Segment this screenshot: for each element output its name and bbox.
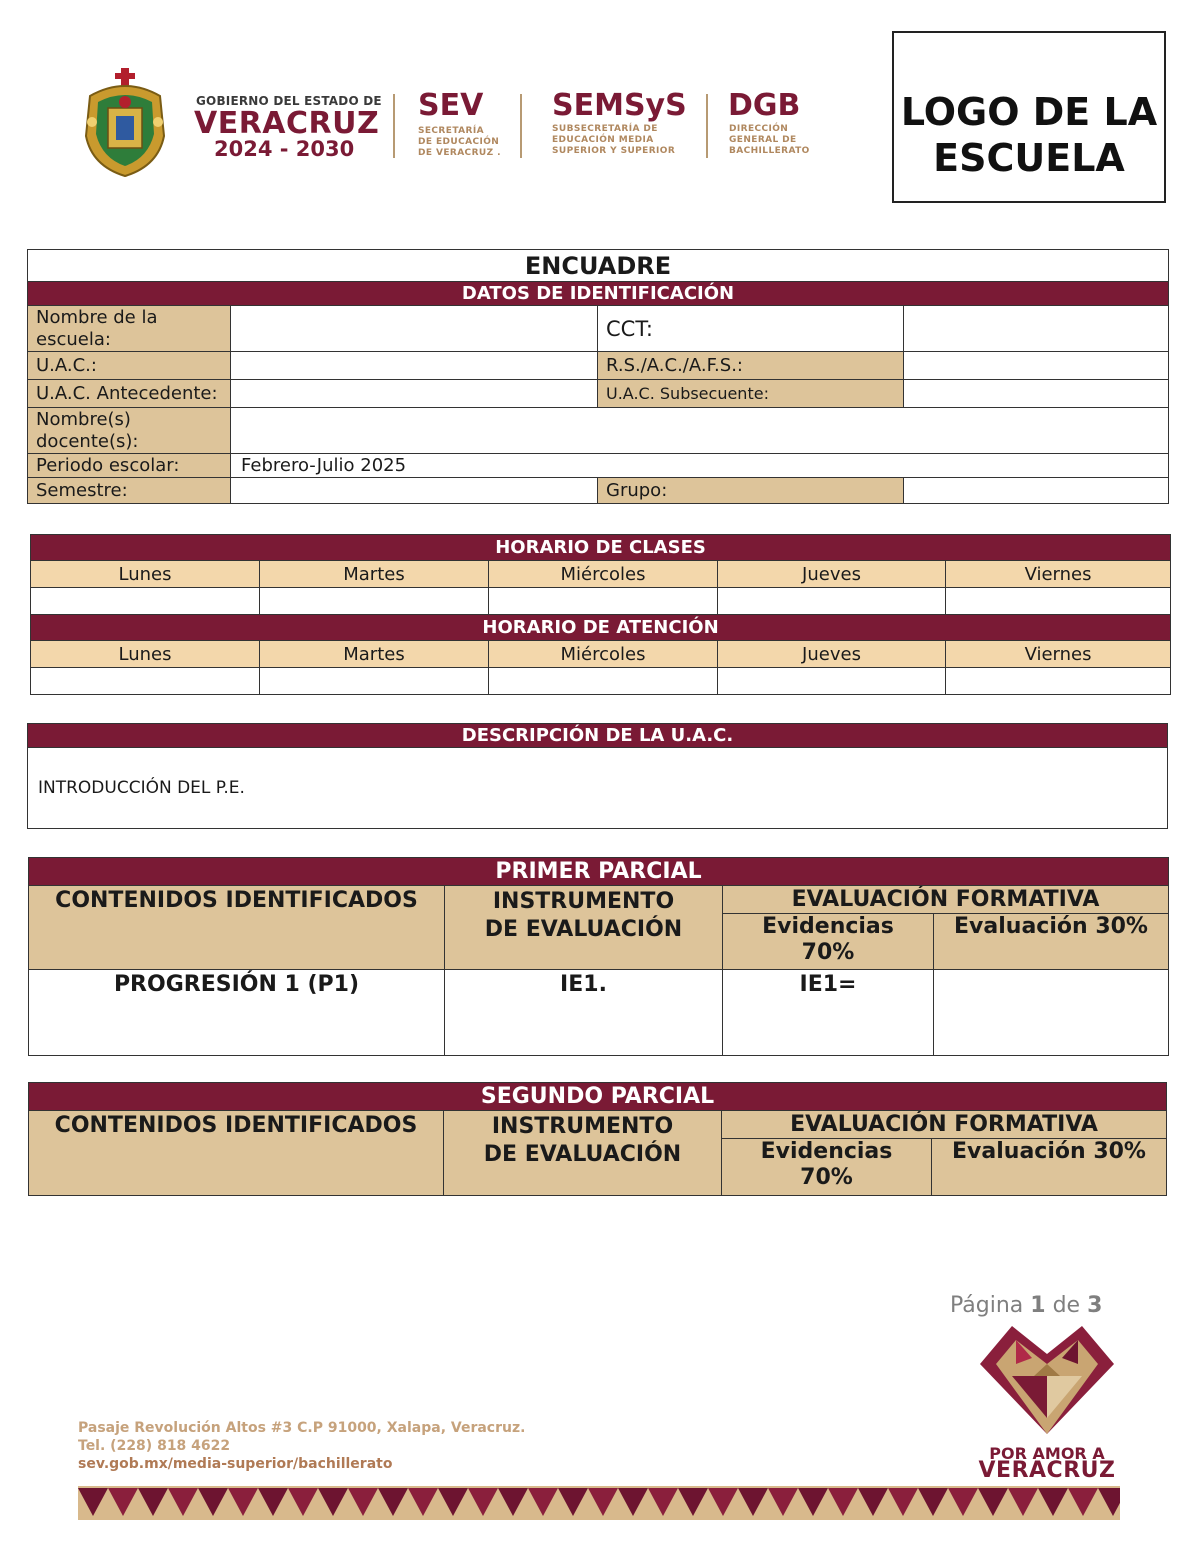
dgb-subtitle: DIRECCIÓN GENERAL DE BACHILLERATO <box>729 124 810 156</box>
website-link[interactable]: sev.gob.mx/media-superior/bachillerato <box>78 1456 393 1472</box>
header-divider <box>393 94 395 158</box>
p1-progression-cell[interactable]: PROGRESIÓN 1 (P1) <box>29 970 445 1056</box>
semsys-title: SEMSyS <box>552 88 687 123</box>
attention-cell-viernes[interactable] <box>946 668 1171 695</box>
page-number: Página 1 de 3 <box>950 1293 1103 1318</box>
classes-cell-martes[interactable] <box>260 588 489 615</box>
p2-evidence-header: Evidencias 70% <box>722 1139 932 1196</box>
p2-instrument-header: INSTRUMENTO DE EVALUACIÓN <box>444 1111 722 1196</box>
cct-label: CCT: <box>598 306 904 352</box>
classes-cell-lunes[interactable] <box>31 588 260 615</box>
uac-prev-label: U.A.C. Antecedente: <box>28 380 231 408</box>
description-text[interactable]: INTRODUCCIÓN DEL P.E. <box>28 748 1168 829</box>
group-label: Grupo: <box>598 478 904 504</box>
school-name-label: Nombre de la escuela: <box>28 306 231 352</box>
classes-day-martes: Martes <box>260 561 489 588</box>
p1-contents-header: CONTENIDOS IDENTIFICADOS <box>29 886 445 970</box>
p1-eval-cell[interactable] <box>934 970 1169 1056</box>
attention-cell-martes[interactable] <box>260 668 489 695</box>
teacher-label: Nombre(s) docente(s): <box>28 408 231 454</box>
attention-day-miercoles: Miércoles <box>489 641 718 668</box>
veracruz-coat-of-arms-icon <box>78 66 172 180</box>
phone-line: Tel. (228) 818 4622 <box>78 1438 231 1454</box>
p1-formative-header: EVALUACIÓN FORMATIVA <box>723 886 1169 914</box>
classes-day-viernes: Viernes <box>946 561 1171 588</box>
p2-contents-header: CONTENIDOS IDENTIFICADOS <box>29 1111 444 1196</box>
p1-instrument-cell[interactable]: IE1. <box>445 970 723 1056</box>
classes-day-jueves: Jueves <box>718 561 946 588</box>
classes-cell-viernes[interactable] <box>946 588 1171 615</box>
attention-cell-jueves[interactable] <box>718 668 946 695</box>
p2-formative-header: EVALUACIÓN FORMATIVA <box>722 1111 1167 1139</box>
gov-line-1: GOBIERNO DEL ESTADO DE <box>196 94 382 108</box>
encuadre-title: ENCUADRE <box>28 250 1169 282</box>
cct-field[interactable] <box>904 306 1169 352</box>
segundo-parcial-title: SEGUNDO PARCIAL <box>29 1083 1167 1111</box>
attention-cell-lunes[interactable] <box>31 668 260 695</box>
description-table <box>27 723 1168 829</box>
attention-day-lunes: Lunes <box>31 641 260 668</box>
gov-line-3: 2024 - 2030 <box>214 137 355 161</box>
segundo-parcial-table <box>28 1082 1167 1196</box>
uac-label: U.A.C.: <box>28 352 231 380</box>
rs-label: R.S./A.C./A.F.S.: <box>598 352 904 380</box>
group-field[interactable] <box>904 478 1169 504</box>
rs-field[interactable] <box>904 352 1169 380</box>
semsys-subtitle: SUBSECRETARÍA DE EDUCACIÓN MEDIA SUPERIOR Y SUPERIOR <box>552 124 676 156</box>
p1-evidence-header: Evidencias 70% <box>723 914 934 970</box>
primer-parcial-table <box>28 857 1169 1056</box>
gov-line-2: VERACRUZ <box>194 106 380 141</box>
p1-instrument-header: INSTRUMENTO DE EVALUACIÓN <box>445 886 723 970</box>
slogan-line-1: POR AMOR A <box>989 1444 1105 1463</box>
semester-label: Semestre: <box>28 478 231 504</box>
identification-table <box>27 249 1169 504</box>
attention-day-jueves: Jueves <box>718 641 946 668</box>
p2-eval-header: Evaluación 30% <box>932 1139 1167 1196</box>
classes-day-miercoles: Miércoles <box>489 561 718 588</box>
primer-parcial-title: PRIMER PARCIAL <box>29 858 1169 886</box>
slogan-line-2: VERACRUZ <box>978 1458 1116 1483</box>
p1-evidence-cell[interactable]: IE1= <box>723 970 934 1056</box>
dgb-title: DGB <box>728 88 801 123</box>
uac-next-field[interactable] <box>904 380 1169 408</box>
uac-field[interactable] <box>231 352 598 380</box>
uac-next-label: U.A.C. Subsecuente: <box>598 380 904 408</box>
period-value: Febrero-Julio 2025 <box>231 454 1169 478</box>
attention-cell-miercoles[interactable] <box>489 668 718 695</box>
classes-schedule-band: HORARIO DE CLASES <box>31 535 1171 561</box>
identification-band: DATOS DE IDENTIFICACIÓN <box>28 282 1169 306</box>
teacher-field[interactable] <box>231 408 1169 454</box>
school-name-field[interactable] <box>231 306 598 352</box>
sev-subtitle: SECRETARÍA DE EDUCACIÓN DE VERACRUZ . <box>418 126 501 158</box>
decorative-footer-band <box>78 1486 1120 1520</box>
school-logo-placeholder: LOGO DE LA ESCUELA <box>892 31 1166 203</box>
attention-day-viernes: Viernes <box>946 641 1171 668</box>
semester-field[interactable] <box>231 478 598 504</box>
header-divider <box>520 94 522 158</box>
p1-eval-header: Evaluación 30% <box>934 914 1169 970</box>
classes-cell-jueves[interactable] <box>718 588 946 615</box>
attention-schedule-band: HORARIO DE ATENCIÓN <box>31 615 1171 641</box>
classes-cell-miercoles[interactable] <box>489 588 718 615</box>
schedule-table <box>30 534 1171 695</box>
classes-day-lunes: Lunes <box>31 561 260 588</box>
header-divider <box>706 94 708 158</box>
attention-day-martes: Martes <box>260 641 489 668</box>
description-band: DESCRIPCIÓN DE LA U.A.C. <box>28 724 1168 748</box>
sev-title: SEV <box>418 88 484 123</box>
uac-prev-field[interactable] <box>231 380 598 408</box>
heart-emblem-icon <box>976 1318 1118 1436</box>
footer-address <box>78 1419 525 1473</box>
period-label: Periodo escolar: <box>28 454 231 478</box>
address-line: Pasaje Revolución Altos #3 C.P 91000, Xalapa, Veracruz. <box>78 1420 526 1436</box>
